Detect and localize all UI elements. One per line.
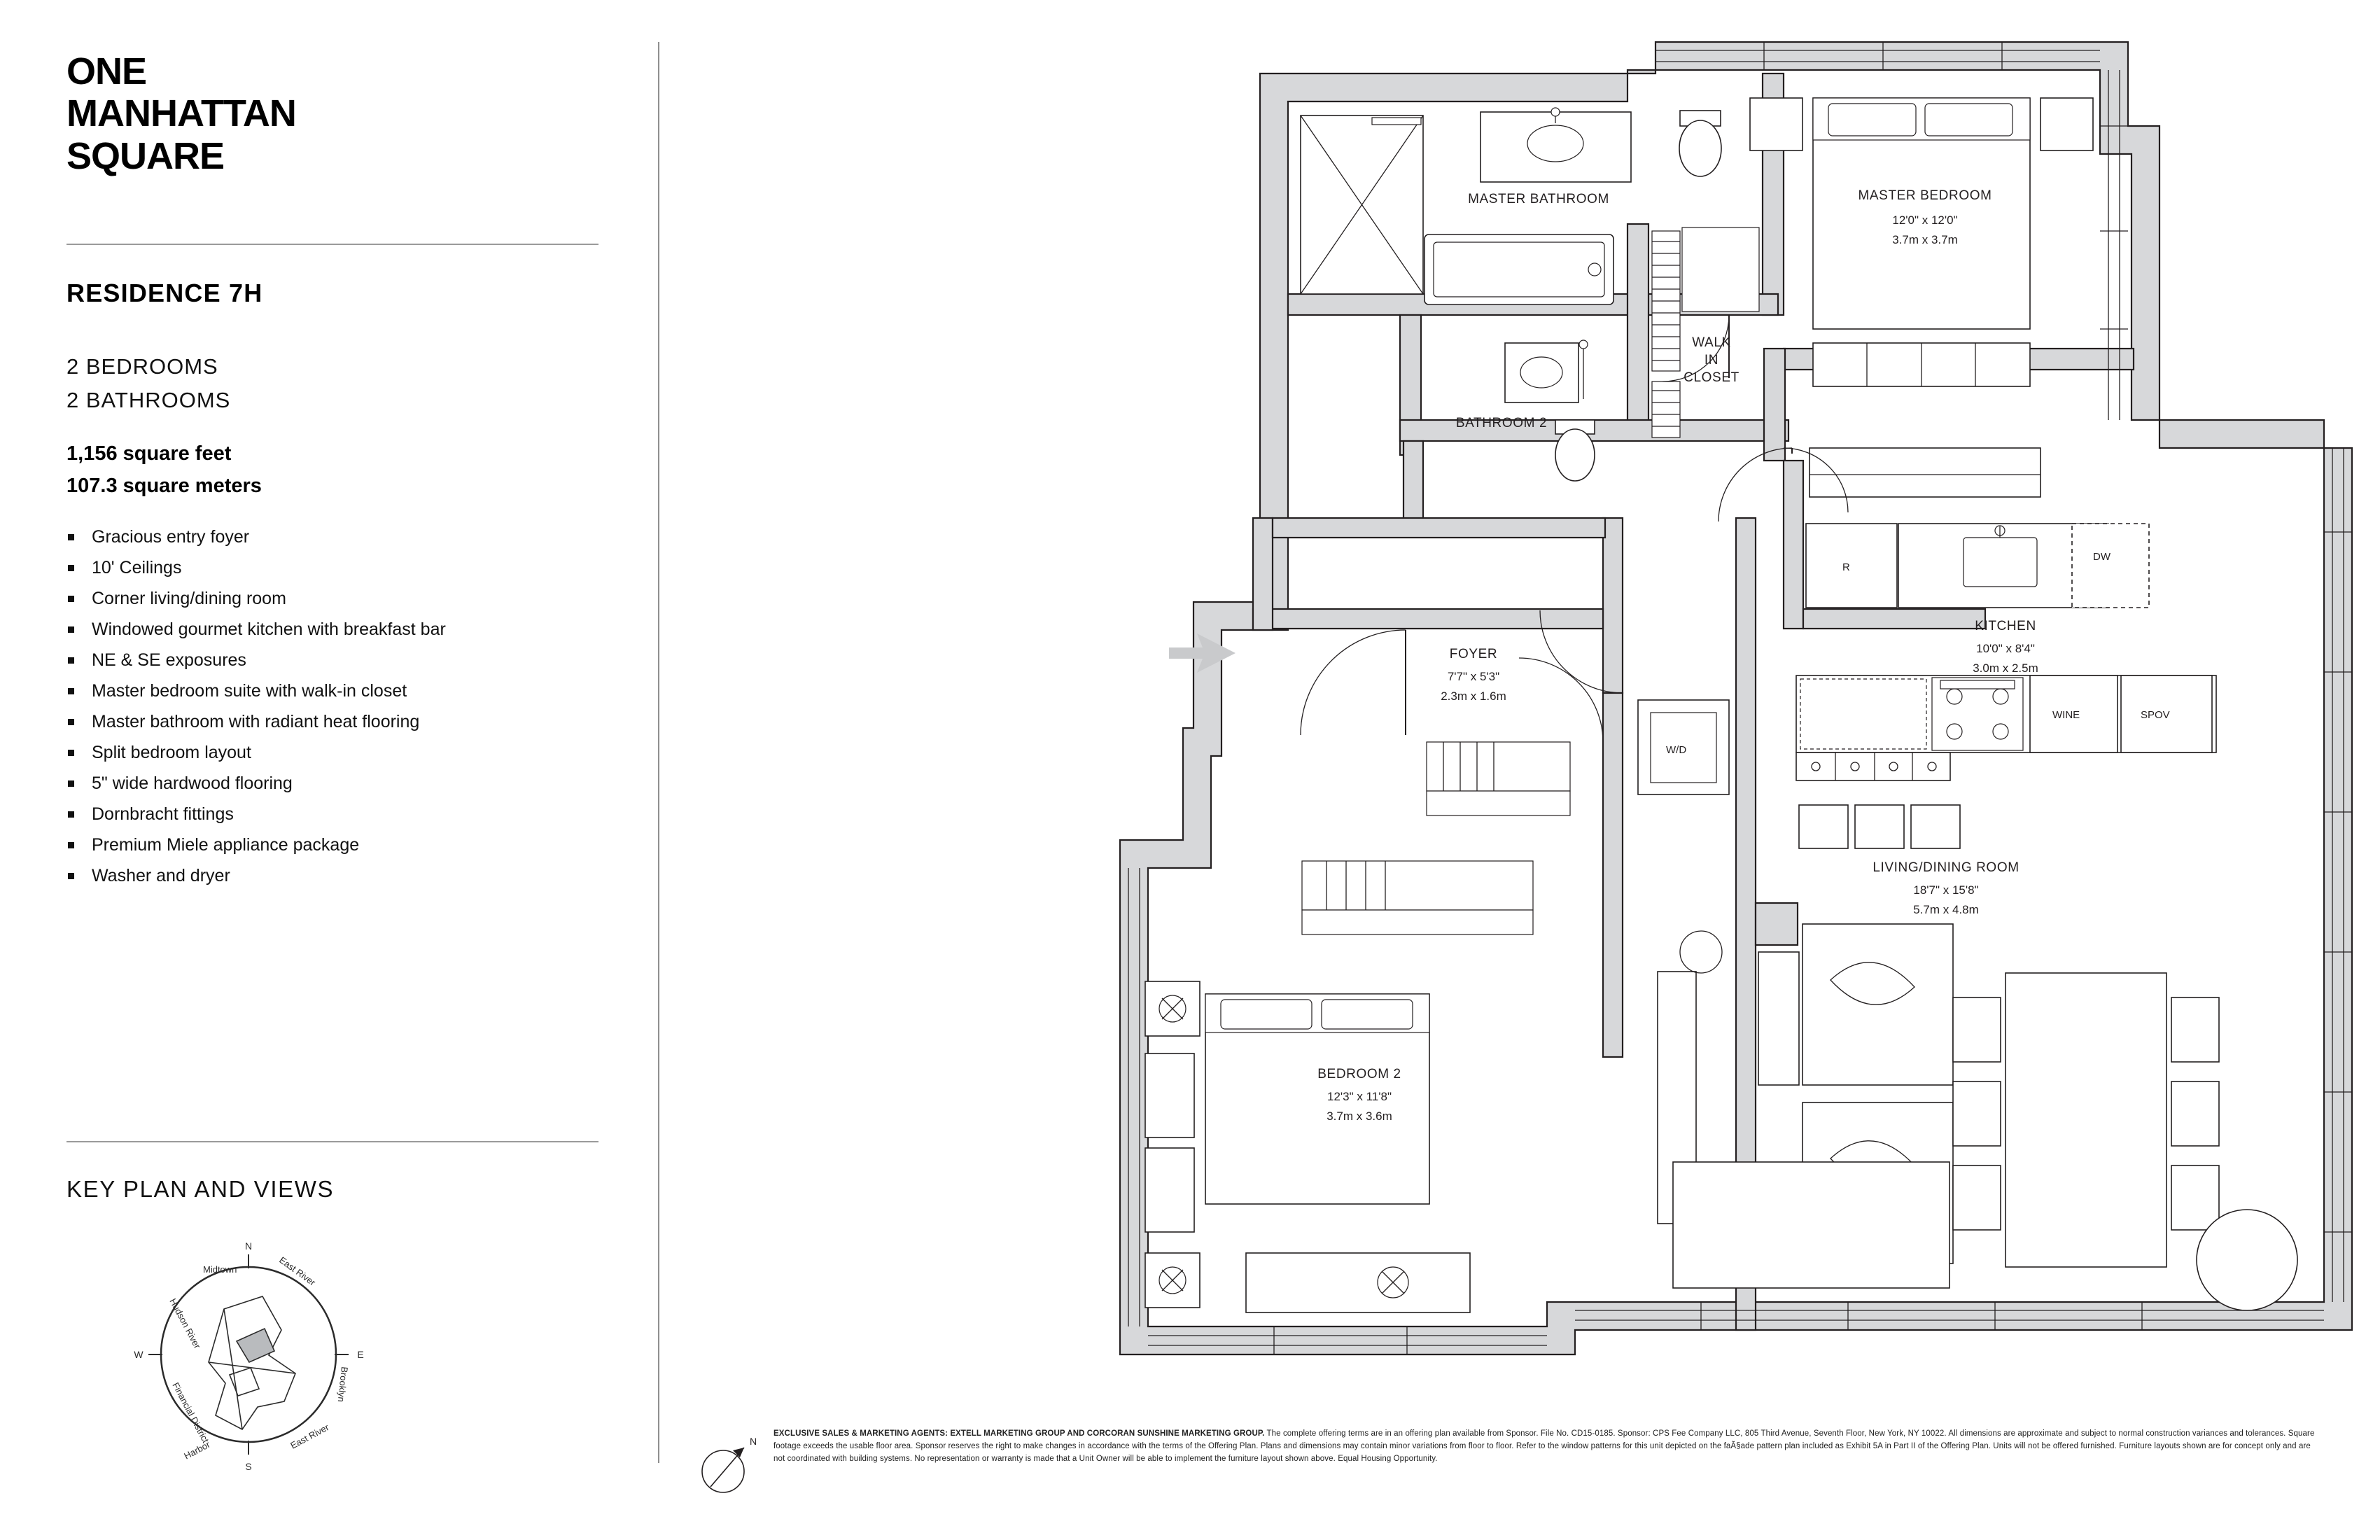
foyer-closets (1301, 630, 1570, 934)
room-dim-master-bedroom-m: 3.7m x 3.7m (1892, 233, 1958, 246)
room-dim-kitchen-ft: 10'0" x 8'4" (1976, 642, 2035, 655)
list-item: NE & SE exposures (66, 652, 598, 669)
list-item: Premium Miele appliance package (66, 836, 598, 854)
room-dim-bedroom-2-ft: 12'3" x 11'8" (1327, 1090, 1392, 1103)
label-brooklyn: Brooklyn (335, 1366, 350, 1403)
compass-north-label: N (244, 1240, 253, 1252)
list-item: Dornbracht fittings (66, 806, 598, 823)
room-label-kitchen: KITCHEN (1975, 619, 2036, 634)
room-label-master-bedroom: MASTER BEDROOM (1858, 188, 1992, 203)
divider-top (66, 244, 598, 245)
room-dim-foyer-m: 2.3m x 1.6m (1441, 690, 1506, 703)
washer-dryer-label: W/D (1666, 744, 1687, 756)
label-harbor: Harbor (182, 1438, 212, 1462)
kitchen-refrigerator-label: R (1842, 561, 1850, 573)
area-square-feet: 1,156 square feet (66, 442, 232, 465)
room-dim-living-dining-m: 5.7m x 4.8m (1913, 903, 1979, 916)
entry-arrow (1169, 634, 1236, 673)
unit-summary (66, 350, 230, 417)
list-item: Gracious entry foyer (66, 528, 598, 546)
info-panel (0, 0, 658, 1540)
legal-disclaimer (774, 1428, 2320, 1465)
key-plan-title: KEY PLAN AND VIEWS (66, 1176, 335, 1202)
label-midtown: Midtown (203, 1264, 237, 1275)
site-footprint (209, 1296, 295, 1429)
room-label-walk-in-closet-line3: CLOSET (1684, 370, 1740, 385)
room-label-bedroom-2: BEDROOM 2 (1317, 1067, 1401, 1082)
floor-plan-drawing (672, 0, 2380, 1540)
kitchen-speed-oven-label: SPOV (2141, 709, 2170, 721)
kitchen-wine-label: WINE (2052, 709, 2080, 721)
room-dim-living-dining-ft: 18'7" x 15'8" (1913, 883, 1979, 897)
label-hudson-river: Hudson River (167, 1296, 203, 1350)
room-dim-master-bedroom-ft: 12'0" x 12'0" (1892, 214, 1958, 227)
bedroom-count: 2 BEDROOMS (66, 354, 218, 379)
area-square-meters: 107.3 square meters (66, 475, 262, 498)
compass-east-label: E (357, 1349, 364, 1360)
room-dim-kitchen-m: 3.0m x 2.5m (1973, 662, 2038, 675)
panel-divider (658, 42, 659, 1463)
page-title: RESIDENCE 7H (66, 279, 263, 307)
north-label: N (750, 1436, 757, 1447)
brand-line-2: MANHATTAN (66, 92, 296, 135)
brand-logo (66, 50, 430, 177)
list-item: 5" wide hardwood flooring (66, 775, 598, 792)
room-label-bathroom-2: BATHROOM 2 (1455, 416, 1548, 430)
disclaimer-lead: EXCLUSIVE SALES & MARKETING AGENTS: EXTELL MARKETING GROUP AND CORCORAN SUNSHINE MARKETING GROUP. (774, 1429, 1265, 1438)
divider-bottom (66, 1141, 598, 1142)
list-item: Split bedroom layout (66, 744, 598, 762)
kitchen-dishwasher-label: DW (2093, 551, 2110, 563)
bathroom-count: 2 BATHROOMS (66, 388, 231, 413)
room-dim-foyer-ft: 7'7" x 5'3" (1447, 670, 1500, 683)
room-dim-bedroom-2-m: 3.7m x 3.6m (1326, 1110, 1392, 1123)
master-bedroom-furniture (1750, 98, 2093, 512)
list-item: Washer and dryer (66, 867, 598, 885)
room-label-walk-in-closet-line1: WALK (1692, 335, 1731, 350)
kitchen-fixtures (1796, 524, 2216, 848)
plan-svg (672, 0, 2380, 1540)
brand-line-1: ONE (66, 50, 147, 92)
brand-line-3: SQUARE (66, 134, 225, 177)
list-item: Master bedroom suite with walk-in closet (66, 682, 598, 700)
compass-south-label: S (245, 1461, 252, 1472)
list-item: Corner living/dining room (66, 590, 598, 608)
room-label-foyer: FOYER (1449, 647, 1498, 662)
key-plan-compass (119, 1218, 413, 1498)
room-label-living-dining: LIVING/DINING ROOM (1872, 860, 2019, 875)
list-item: 10' Ceilings (66, 559, 598, 577)
compass-west-label: W (134, 1349, 144, 1360)
area-summary (66, 438, 262, 503)
label-east-river-bottom: East River (288, 1422, 331, 1451)
label-east-river-top: East River (277, 1254, 318, 1288)
room-label-walk-in-closet-line2: IN (1704, 353, 1719, 368)
feature-list (66, 528, 598, 898)
plan-north-arrow (690, 1421, 766, 1505)
bathroom-2-fixtures (1424, 234, 1614, 481)
list-item: Windowed gourmet kitchen with breakfast bar (66, 621, 598, 638)
label-financial-district: Financial District (170, 1380, 211, 1445)
room-label-master-bathroom: MASTER BATHROOM (1468, 192, 1609, 206)
disclaimer-body: The complete offering terms are in an offering plan available from Sponsor. File No. CD15-0185. Sponsor: CPS Fee Company LLC, 805 Third Avenue, Seventh Floor, New York, NY 10022. All dimensions are approximate and subject to normal construction variances and tolerances. Square footage exceeds the usable floor area. Sponsor reserves the right to make changes in accordance with the terms of the Offering Plan. Plans and dimensions may contain minor variations from floor to floor. Refer to the window patterns for this unit depicted on the faÃ§ade pattern plan included as Exhibit 5A in Part II of the Offering Plan. Units will not be offered furnished. Furniture layouts shown are for concept only and are not coordinated with building systems. No representation or warranty is made that a Unit Owner will be able to implement the furniture layout shown above. Equal Housing Opportunity. (774, 1429, 2315, 1463)
list-item: Master bathroom with radiant heat flooring (66, 713, 598, 731)
